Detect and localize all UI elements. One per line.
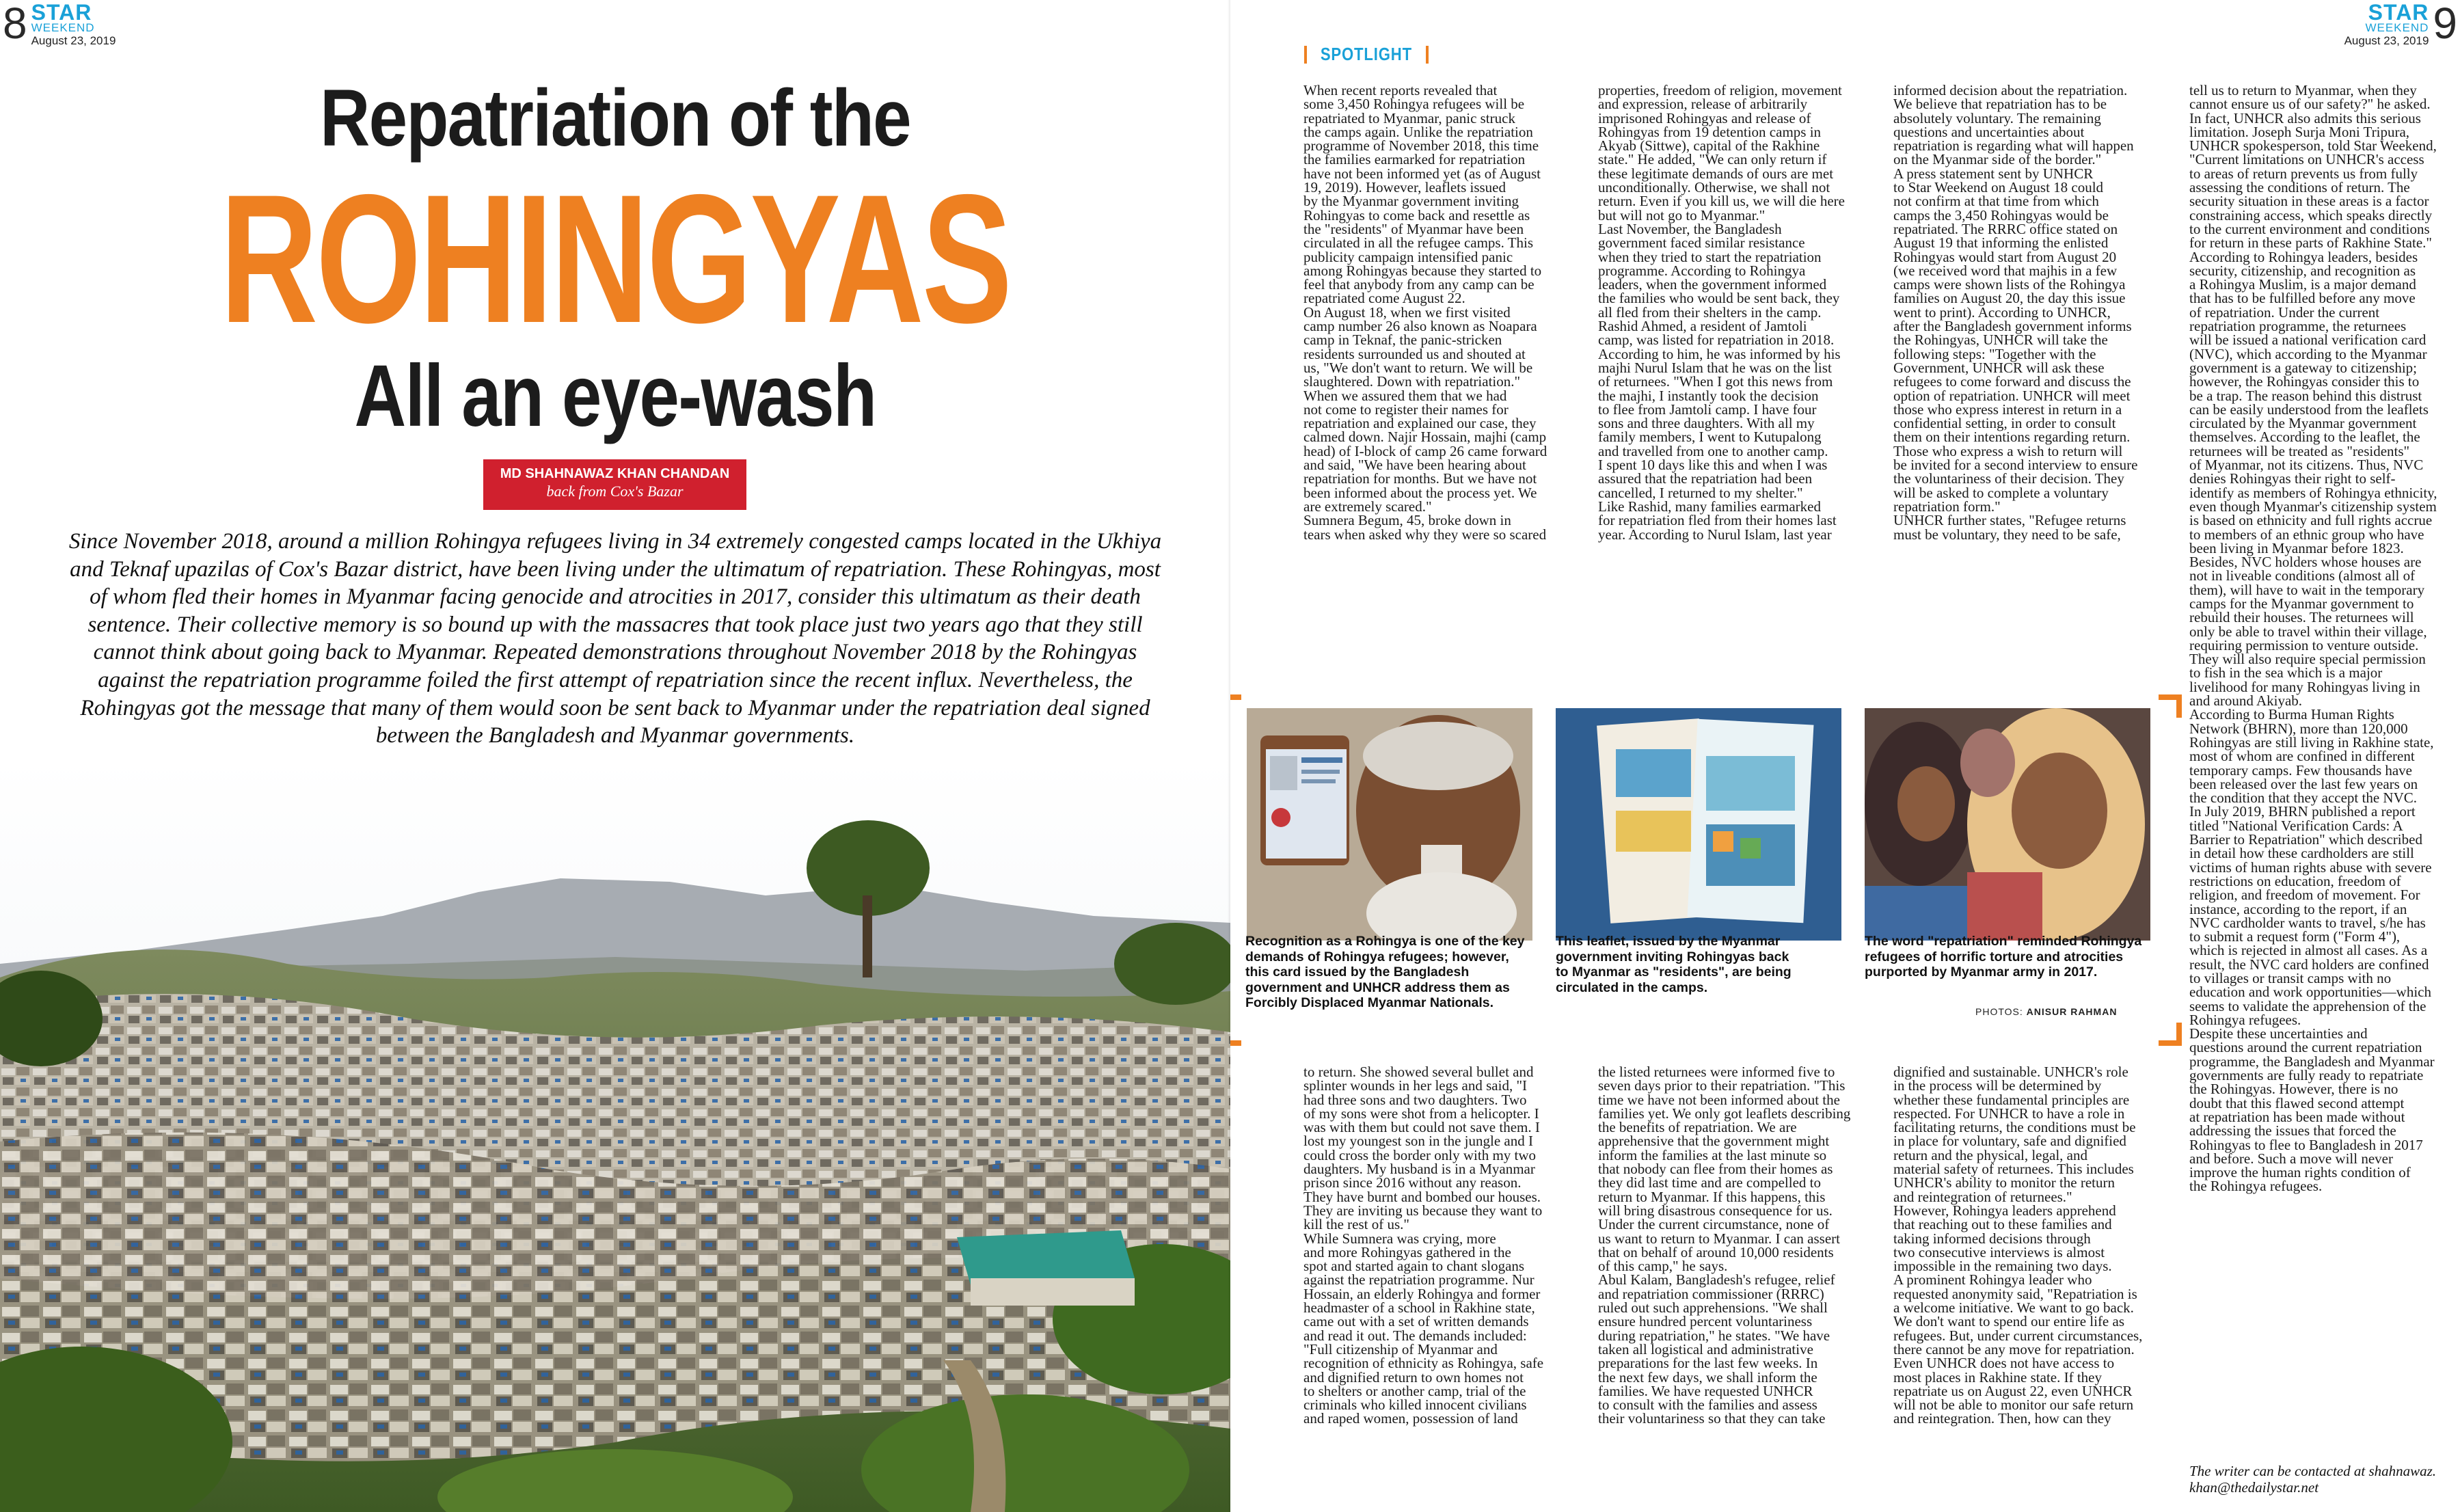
article-column-1-bottom: to return. She showed several bullet and splinter wounds in her legs and said, "I had three sons and two daughters. Two of my sons were shot from a helicopter. I was with them but could not save them. I lost my youngest son in the jungle and I could cross the border only with my two daughters. My husband is in a Myanmar prison since 2016 without any reason. They have burnt and bombed our houses. They are inviting us because they want to kill the rest of us." While Sumnera was crying, more and more Rohingyas gathered in the spot and started again to chant slogans against the repatriation programme. Nur Hossain, an elderly Rohingya and former headmaster of a school in Rakhine state, came out with a set of written demands and read it out. The demands included: "Full citizenship of Myanmar and recognition of ethnicity as Rohingya, safe and dignified return to own homes not to shelters or another camp, trial of the criminals who killed innocent civilians and raped women, possession of land [1303,1065,1544,1427]
brand-weekend: WEEKEND [2365,21,2429,34]
right-folio [2340,0,2457,48]
article-column-2-top: properties, freedom of religion, movement and expression, release of arbitrarily imprisoned Rohingyas and release of Rohingyas from 19 detention camps in Akyab (Sittwe), capital of the Rakhine state." He added, "We can only return if these legitimate demands of ours are met unconditionally. Otherwise, we shall not return. Even if you kill us, we will die here but will not go to Myanmar." Last November, the Bangladesh government faced similar resistance when they tried to start the repatriation programme. According to Rohingya leaders, when the government informed the families who would be sent back, they all fled from their shelters in the camp. Rashid Ahmed, a resident of Jamtoli camp, was listed for repatriation in 2018. According to him, he was informed by his majhi Nurul Islam that he was on the list of returnees. "When I got this news from the majhi, I instantly took the decision to flee from Jamtoli camp. I have four sons and three daughters. With all my family members, I went to Kutupalong and travelled from one to another camp. I spent 10 days like this and when I was assured that the repatriation had been cancelled, I returned to my shelter." Like Rashid, many families earmarked for repatriation fled from their homes last year. According to Nurul Islam, last year [1598,83,1845,543]
brand-weekend: WEEKEND [31,21,95,34]
photo-refugee-women [1865,708,2150,941]
frame-corner [1230,1023,1241,1046]
headline-line-2: ROHINGYAS [219,156,1011,361]
masthead [2344,0,2429,48]
left-folio [3,0,120,48]
issue-date: August 23, 2019 [31,34,116,47]
section-label-text: SPOTLIGHT [1320,44,1412,64]
masthead [31,0,116,48]
photo-caption-1: Recognition as a Rohingya is one of the key demands of Rohingya refugees; however, this card issued by the Bangladesh government and UNHCR address them as Forcibly Displaced Myanmar Nationals. [1245,934,1525,1011]
photo-caption-3: The word "repatriation" reminded Rohingya refugees of horrific torture and atrocities purported by Myanmar army in 2017. [1865,934,2142,980]
issue-date: August 23, 2019 [2344,34,2429,47]
article-column-3-bottom: dignified and sustainable. UNHCR's role in the process will be determined by whether these fundamental principles are respected. For UNHCR to have a role in facilitating returns, the conditions must be in place for voluntary, safe and dignified return and the physical, legal, and material safety of returnees. This includes UNHCR's ability to monitor the return and reintegration of returnees." However, Rohingya leaders apprehend that reaching out to these families and taking informed decisions through two consecutive interviews is almost impossible in the remaining two days. A prominent Rohingya leader who requested anonymity said, "Repatriation is a welcome initiative. We want to go back. We don't want to spend our entire life as refugees. But, under current circumstances, there cannot be any move for repatriation. Even UNHCR does not have access to most places in Rakhine state. If they repatriate us on August 22, even UNHCR will not be able to monitor our safe return and reintegration. Then, how can they [1893,1065,2143,1427]
article-column-1-top: When recent reports revealed that some 3,450 Rohingya refugees will be repatriated to Myanmar, panic struck the camps again. Unlike the repatriation programme of November 2018, this time the families earmarked for repatriation have not been informed yet (as of August 19, 2019). However, leaflets issued by the Myanmar government inviting Rohingyas to come back and resettle as the "residents" of Myanmar have been circulated in all the refugee camps. This publicity campaign intensified panic among Rohingyas because they started to feel that anybody from any camp can be repatriated come August 22. On August 18, when we first visited camp number 26 also known as Noapara camp in Teknaf, the panic-stricken residents surrounded us and shouted at us, "We don't want to return. We will be slaughtered. Down with repatriation." When we assured them that we had not come to register their names for repatriation and explained our case, they calmed down. Najir Hossain, majhi (camp head) of I-block of camp 26 came forward and said, "We have been hearing about repatriation for months. But we have not been informed about the process yet. We are extremely scared." Sumnera Begum, 45, broke down in tears when asked why they were so scared [1303,83,1547,543]
photo-credit-label: PHOTOS: [1975,1006,2023,1017]
section-label [1304,44,1429,65]
photo-strip [1230,694,2182,1046]
section-bar-right [1426,46,1429,64]
page-number: 8 [3,0,27,48]
photo-credit [1975,1006,2117,1017]
frame-corner [2159,1023,2182,1046]
brand-star: STAR [2368,0,2429,25]
article-column-3-top: informed decision about the repatriation. We believe that repatriation has to be absolutely voluntary. The remaining questions and uncertainties about repatriation is regarding what will happen on the Myanmar side of the border." A press statement sent by UNHCR to Star Weekend on August 18 could not confirm at that time from which camps the 3,450 Rohingyas would be repatriated. The RRRC office stated on August 19 that informing the enlisted Rohingyas would start from August 20 (we received word that majhis in a few camps were shown lists of the Rohingya families on August 20, the day this issue went to print). According to UNHCR, after the Bangladesh government informs the Rohingyas, UNHCR will take the following steps: "Together with the Government, UNHCR will ask these refugees to come forward and discuss the option of repatriation. UNHCR will meet those who express interest in return in a confidential setting, in order to consult them on their intentions regarding return. Those who express a wish to return will be invited for a second interview to ensure the voluntariness of their decision. They will be asked to complete a voluntary repatriation form." UNHCR further states, "Refugee returns must be voluntary, they need to be safe, [1893,83,2138,543]
right-page [1230,0,2460,1512]
photo-caption-2: This leaflet, issued by the Myanmar government inviting Rohingyas back to Myanmar as "residents", are being circulated in the camps. [1556,934,1792,995]
headline-line-1: Repatriation of the [320,73,910,163]
frame-corner [1230,694,1241,718]
brand-star: STAR [31,0,92,25]
intro-paragraph: Since November 2018, around a million Rohingya refugees living in 34 extremely congested camps located in the Ukhiya and Teknaf upazilas of Cox's Bazar district, have been living under the ultimatum of repatriation. These Rohingyas, most of whom fled their homes in Myanmar facing genocide and atrocities in 2017, consider this ultimatum as their death sentence. Their collective memory is so bound up with the massacres that took place just two years ago that they still cannot think about going back to Myanmar. Repeated demonstrations throughout November 2018 by the Rohingyas against the repatriation programme foiled the first attempt of repatriation since the recent influx. Nevertheless, the Rohingyas got the message that many of them would soon be sent back to Myanmar under the repatriation deal signed between the Bangladesh and Myanmar governments. [68,529,1162,748]
photo-leaflet [1556,708,1841,941]
headline-line-3: All an eye-wash [354,347,876,445]
author-location: back from Cox's Bazar [546,483,684,500]
section-bar-left [1304,46,1307,64]
author-name: MD SHAHNAWAZ KHAN CHANDAN [500,466,730,481]
frame-corner [2159,694,2182,718]
camp-landscape-photo [0,759,1230,1512]
article-column-2-bottom: the listed returnees were informed five to seven days prior to their repatriation. "This time we have not been informed about the families yet. We only got leaflets describing the benefits of repatriation. We are apprehensive that the government might inform the families at the last minute so that nobody can flee from their homes as they did last time and are compelled to return to Myanmar. If this happens, this will bring disastrous consequence for us. Under the current circumstance, none of us want to return to Myanmar. I can assert that on behalf of around 10,000 residents of this camp," he says. Abul Kalam, Bangladesh's refugee, relief and repatriation commissioner (RRRC) ruled out such apprehensions. "We shall ensure hundred percent voluntariness during repatriation," he states. "We have taken all logistical and administrative preparations for the last few weeks. In the next few days, we shall inform the families. We have requested UNHCR to consult with the families and assess their voluntariness so that they can take [1598,1065,1851,1427]
photo-credit-name: ANISUR RAHMAN [2026,1006,2118,1017]
writer-contact: The writer can be contacted at shahnawaz. khan@thedailystar.net [2189,1463,2437,1496]
byline-box [483,459,746,510]
photo-id-card [1247,708,1532,941]
article-column-4: tell us to return to Myanmar, when they cannot ensure us of our safety?" he asked. In fact, UNHCR also admits this serious limitation. Joseph Surja Moni Tripura, UNHCR spokesperson, told Star Weekend, "Current limitations on UNHCR's access to areas of return prevents us from fully assessing the conditions of return. The security situation in these areas is a factor constraining access, which speaks directly to the current environment and conditions for return in these parts of Rakhine State." According to Rohingya leaders, besides security, citizenship, and recognition as a Rohingya Muslim, is a major demand that has to be fulfilled before any move of repatriation. Under the current repatriation programme, the returnees will be issued a national verification card (NVC), which according to the Myanmar government is a gateway to citizenship; however, the Rohingyas consider this to be a trap. The reason behind this distrust can be easily understood from the leaflets circulated by the Myanmar government themselves. According to the leaflet, the returnees will be treated as "residents" of Myanmar, not its citizens. Thus, NVC denies Rohingyas their right to self- identify as members of Rohingya ethnicity, even though Myanmar's citizenship system is based on ethnicity and full rights accrue to members of an ethnic group who have been living in Myanmar before 1823. Besides, NVC holders whose houses are not in liveable conditions (almost all of them), will have to wait in the temporary camps for the Myanmar government to rebuild their houses. The returnees will only be able to travel within their village, requiring permission to venture outside. They will also require special permission to fish in the sea which is a major livelihood for many Rohingyas living in and around Akiyab. According to Burma Human Rights Network (BHRN), more than 120,000 Rohingyas are still living in Rakhine state, most of whom are confined in different temporary camps. Few thousands have been released over the last few years on the condition that they accept the NVC. In July 2019, BHRN published a report titled "National Verification Cards: A Barrier to Repatriation" which described in detail how these cardholders are still victims of human rights abuse with severe restrictions on education, freedom of religion, and freedom of movement. For instance, according to the report, if an NVC cardholder wants to travel, s/he has to submit a request form ("Form 4"), which is rejected in almost all cases. As a result, the NVC card holders are confined to villages or transit camps with no education and work opportunities—which seems to validate the apprehension of the Rohingya refugees. Despite these uncertainties and questions around the current repatriation programme, the Bangladesh and Myanmar governments are fully ready to repatriate the Rohingyas. However, there is no doubt that this flawed second attempt at repatriation has been made without addressing the issues that forced the Rohingyas to flee to Bangladesh in 2017 and before. Such a move will never improve the human rights condition of the Rohingya refugees. [2189,83,2437,1195]
page-number: 9 [2433,0,2457,48]
